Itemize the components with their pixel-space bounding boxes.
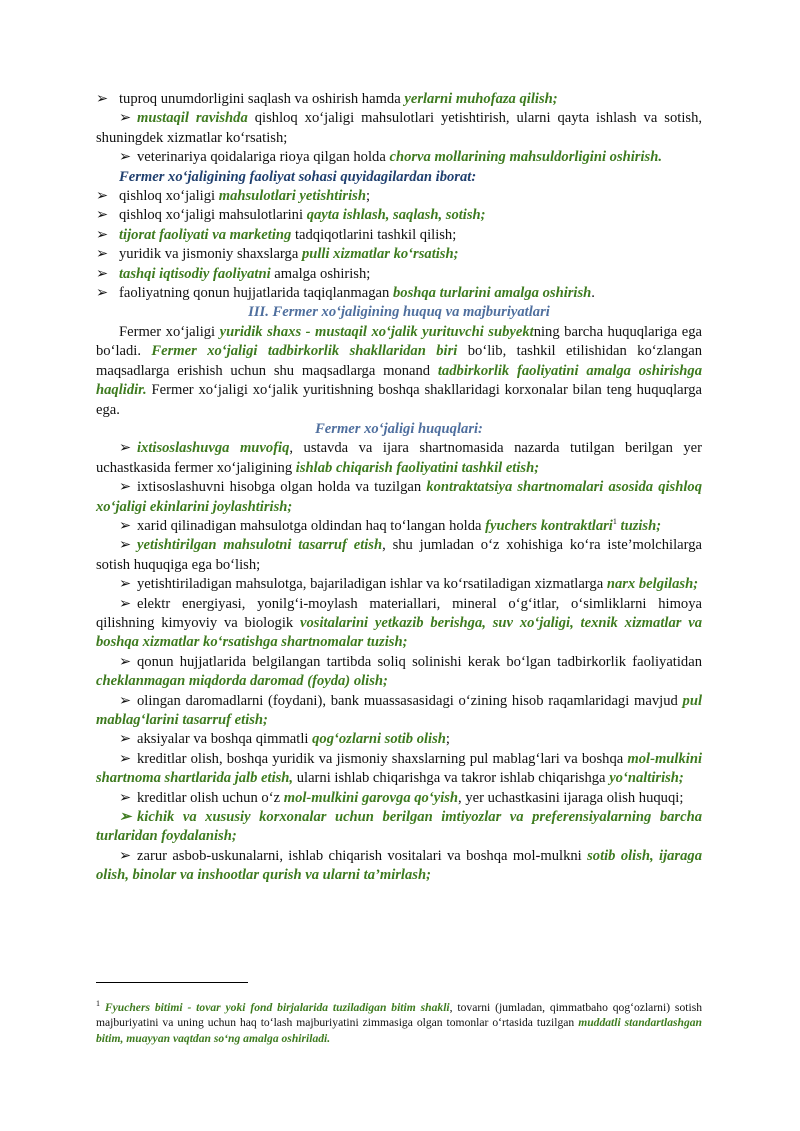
intro-text: ning barcha huquqlariga ega bo‘ladi.: [96, 323, 703, 360]
rights-item: [96, 575, 702, 594]
list-item: [96, 148, 702, 167]
list-item: [96, 187, 702, 206]
arrow-bullet-icon: ➢: [119, 110, 132, 127]
item-emphasis: yerlarni muhofaza qilish;: [404, 91, 558, 107]
item-text: , ustavda va ijara shartnomasida nazarda tutilgan berilgan yer uchastkasida fermer xo‘jaligining: [96, 440, 702, 476]
intro-paragraph: [96, 323, 702, 420]
item-emphasis: mol-mulkini shartnoma shartlarida jalb etish,: [96, 750, 702, 787]
intro-emphasis: tadbirkorlik faoliyatini amalga oshirishga haqlidir.: [96, 362, 702, 399]
item-text: ularni ishlab chiqarishga va takror ishlab chiqarishga: [293, 770, 610, 787]
item-emphasis: boshqa turlarini amalga oshirish: [392, 285, 592, 302]
arrow-bullet-icon: ➢: [119, 595, 132, 612]
item-text: kreditlar olish, boshqa yuridik va jismoniy shaxslarning pul mablag‘lari va boshqa: [137, 750, 628, 767]
item-text: ixtisoslashuvni hisobga olgan holda va tuzilgan: [137, 479, 427, 496]
chapter-title: III. Fermer xo‘jaligining huquq va majburiyatlari: [248, 304, 550, 321]
footnote-ref[interactable]: 1: [612, 517, 617, 527]
arrow-bullet-icon: ➢: [119, 517, 132, 534]
item-text: tuproq unumdorligini saqlash va oshirish hamda: [119, 91, 405, 107]
arrow-bullet-icon: ➢: [96, 91, 109, 107]
rights-item: [96, 517, 702, 536]
item-emphasis: fyuchers kontraktlari: [485, 517, 613, 534]
intro-emphasis: yuridik shaxs - mustaqil xo‘jalik yurituvchi subyekt: [219, 323, 534, 340]
rights-item: [96, 847, 702, 886]
arrow-bullet-icon: ➢: [119, 479, 132, 496]
item-text: faoliyatning qonun hujjatlarida taqiqlanmagan: [119, 285, 393, 302]
item-emphasis: tijorat faoliyati va marketing: [119, 226, 292, 243]
intro-emphasis: Fermer xo‘jaligi tadbirkorlik shakllaridan biri: [151, 343, 458, 360]
item-emphasis: qayta ishlash, saqlash, sotish;: [306, 207, 486, 224]
rights-item: [96, 730, 702, 749]
list-item: [96, 245, 702, 264]
intro-text: bo‘lib, tashkil etilishidan ko‘zlangan maqsadlarga erishish uchun shu maqsadlarga monand: [96, 343, 702, 379]
list-item: [96, 90, 702, 109]
list-item: [96, 265, 702, 284]
rights-item: [96, 595, 702, 653]
intro-text: Fermer xo‘jaligi: [119, 323, 220, 340]
list-item: [96, 109, 702, 148]
item-emphasis: pulli xizmatlar ko‘rsatish;: [301, 246, 459, 263]
item-text: kreditlar olish uchun o‘z: [137, 789, 284, 806]
footnote-text: , tovarni (jumladan, qimmatbaho qog‘ozlarni) sotish majburiyatini va uning uchun haq to‘lash majburiyatini zimmasiga olgan tomonlar o‘rtasida tuzilgan: [96, 1000, 702, 1030]
footnote-emphasis: Fyuchers bitimi - tovar yoki fond birjalarida tuziladigan bitim shakli: [104, 1000, 450, 1014]
arrow-bullet-icon: ➢: [96, 246, 109, 263]
item-emphasis: pul mablag‘larini tasarruf etish;: [96, 692, 702, 728]
footnote-separator: [96, 982, 248, 983]
rights-heading: Fermer xo‘jaligi huquqlari:: [315, 420, 483, 437]
rights-item: [96, 692, 702, 731]
item-emphasis: tuzish;: [616, 517, 662, 534]
item-emphasis: yetishtirilgan mahsulotni tasarruf etish: [137, 537, 383, 554]
item-text: yuridik va jismoniy shaxslarga: [119, 246, 302, 263]
item-text: qishloq xo‘jaligi mahsulotlarini: [119, 207, 307, 224]
item-tail: ;: [445, 731, 450, 748]
arrow-bullet-icon: ➢: [119, 653, 132, 670]
list-item: [96, 226, 702, 245]
item-emphasis: yo‘naltirish;: [609, 770, 684, 787]
item-emphasis: mustaqil ravishda: [137, 110, 248, 127]
document-page: [96, 90, 702, 886]
item-emphasis: qog‘ozlarni sotib olish: [312, 731, 446, 748]
footnote: [96, 1000, 702, 1047]
item-tail: ;: [365, 188, 370, 205]
rights-item: [96, 478, 702, 517]
item-text: , shu jumladan o‘z xohishiga ko‘ra iste’molchilarga sotish huquqiga ega bo‘lish;: [96, 537, 702, 573]
arrow-bullet-icon: ➢: [119, 847, 132, 864]
intro-text: Fermer xo‘jaligi xo‘jalik yuritishning boshqa shakllaridagi korxonalar bilan teng huquqlarga ega.: [96, 382, 702, 418]
item-emphasis: cheklanmagan miqdorda daromad (foyda) olish;: [96, 673, 388, 690]
item-tail: , yer uchastkasini ijaraga olish huquqi;: [458, 789, 684, 806]
item-tail: tadqiqotlarini tashkil qilish;: [291, 226, 457, 243]
arrow-bullet-icon: ➢: [119, 576, 132, 593]
arrow-bullet-icon: ➢: [119, 692, 132, 709]
footnote-emphasis: muddatli standartlashgan bitim, muayyan vaqtdan so‘ng amalga oshiriladi.: [96, 1016, 702, 1045]
rights-item: [96, 808, 702, 847]
item-emphasis: narx belgilash;: [606, 576, 699, 593]
item-emphasis: kichik va xususiy korxonalar uchun berilgan imtiyozlar va preferensiyalarning barcha turlaridan foydalanish;: [96, 809, 702, 845]
rights-item: [96, 653, 702, 692]
item-text: xarid qilinadigan mahsulotga oldindan haq to‘langan holda: [137, 517, 486, 534]
item-emphasis: ixtisoslashuvga muvofiq: [137, 440, 290, 457]
rights-item: [96, 750, 702, 789]
item-emphasis: mol-mulkini garovga qo‘yish: [283, 789, 459, 806]
arrow-bullet-icon: ➢: [119, 537, 132, 554]
footnote-number: 1: [96, 998, 100, 1008]
item-text: zarur asbob-uskunalarni, ishlab chiqarish vositalari va boshqa mol-mulkni: [137, 847, 588, 864]
item-text: qishloq xo‘jaligi: [119, 188, 219, 205]
item-emphasis: chorva mollarining mahsuldorligini oshirish.: [389, 149, 662, 166]
arrow-bullet-icon: ➢: [96, 226, 109, 243]
arrow-bullet-icon: ➢: [119, 809, 132, 826]
item-emphasis: kontraktatsiya shartnomalari asosida qishloq xo‘jaligi ekinlarini joylashtirish;: [96, 479, 702, 515]
arrow-bullet-icon: ➢: [96, 207, 109, 224]
item-emphasis: tashqi iqtisodiy faoliyatni: [119, 265, 271, 282]
arrow-bullet-icon: ➢: [96, 265, 109, 282]
rights-item: [96, 536, 702, 575]
arrow-bullet-icon: ➢: [119, 750, 132, 767]
arrow-bullet-icon: ➢: [119, 789, 132, 806]
item-text: olingan daromadlarni (foydani), bank muassasasidagi o‘zining hisob raqamlaridagi mavjud: [137, 692, 683, 709]
item-text: elektr energiyasi, yonilg‘i-moylash materiallari, mineral o‘g‘itlar, o‘simliklarni himoya qilishning kimyoviy va biologik: [96, 595, 702, 631]
item-text: aksiyalar va boshqa qimmatli: [137, 731, 313, 748]
item-text: qishloq xo‘jaligi mahsulotlari yetishtirish, ularni qayta ishlash va sotish, shuningdek xizmatlar ko‘rsatish;: [96, 110, 703, 146]
item-tail: amalga oshirish;: [270, 265, 371, 282]
arrow-bullet-icon: ➢: [119, 440, 132, 457]
item-text: veterinariya qoidalariga rioya qilgan holda: [137, 149, 390, 166]
rights-item: [96, 439, 702, 478]
list-item: [96, 206, 702, 225]
arrow-bullet-icon: ➢: [96, 188, 109, 205]
item-emphasis: sotib olish, ijaraga olish, binolar va inshootlar qurish va ularni ta’mirlash;: [96, 847, 702, 884]
item-text: qonun hujjatlarida belgilangan tartibda soliq solinishi kerak bo‘lgan tadbirkorlik faoliyatidan: [137, 653, 702, 670]
rights-item: [96, 789, 702, 808]
arrow-bullet-icon: ➢: [96, 285, 109, 302]
arrow-bullet-icon: ➢: [119, 731, 132, 748]
item-emphasis: ishlab chiqarish faoliyatini tashkil etish;: [295, 459, 540, 476]
item-emphasis: vositalarini yetkazib berishga, suv xo‘jaligi, texnik xizmatlar va boshqa xizmatlar ko‘rsatishga shartnomalar tuzish;: [96, 614, 703, 651]
item-text: yetishtiriladigan mahsulotga, bajariladigan ishlar va ko‘rsatiladigan xizmatlarga: [137, 576, 607, 593]
list-item: [96, 284, 702, 303]
item-emphasis: mahsulotlari yetishtirish: [218, 188, 366, 205]
item-tail: .: [591, 285, 595, 302]
section-heading: Fermer xo‘jaligining faoliyat sohasi quyidagilardan iborat:: [119, 168, 477, 185]
arrow-bullet-icon: ➢: [119, 149, 132, 166]
